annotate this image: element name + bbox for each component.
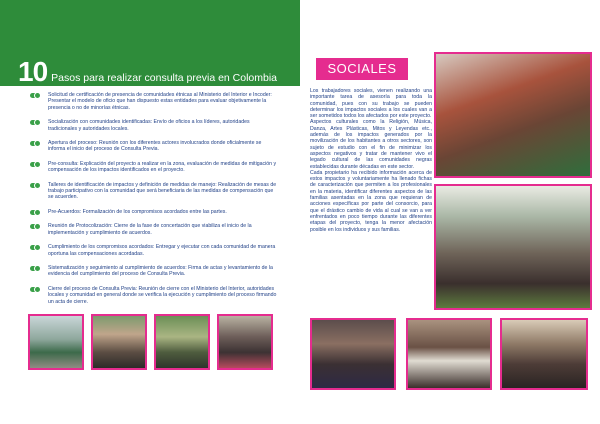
step-text: Cumplimiento de los compromisos acordados: Entregar y ejecutar con cada comunidad de manera oportuna las compensaciones acordadas. — [48, 244, 276, 257]
step-item — [30, 209, 280, 215]
section-heading: SOCIALES — [316, 58, 408, 80]
body-paragraph: Aspectos culturales como la Religión, Música, Danza, Artes Plásticas, Mitos y Leyendas etc., además de los impactos generados por la movilización de los habitantes a otros sectores, son sujeto de estudio con el fin de minimizar los aspectos negativos y tratar de mantener vivo el legado cultural de las comunidades negras establecidas durante décadas en este sector. — [310, 119, 432, 170]
photo-crowd-gathering — [500, 318, 588, 390]
step-bullet-icon — [30, 183, 40, 188]
step-bullet-icon — [30, 120, 40, 125]
step-text: Solicitud de certificación de presencia de comunidades étnicas al Ministerio del Interior e Incoder: Presentar el modelo de oficio que han dispuesto estas entidades para evaluar objetivamente la presencia o no de minorías étnicas. — [48, 92, 272, 111]
step-bullet-icon — [30, 266, 40, 271]
step-item — [30, 140, 280, 153]
step-text: Apertura del proceso: Reunión con los diferentes actores involucrados donde oficialmente se informa el inicio del proceso de Consulta Previa. — [48, 140, 262, 153]
step-bullet-icon — [30, 245, 40, 250]
step-item — [30, 286, 280, 305]
photo-residents-listening — [406, 318, 492, 390]
body-paragraph: Cada propietario ha recibido información acerca de estos impactos y voluntariamente ha llenado fichas de caracterización que permiten a los profesionales en la materia, identificar diferentes aspectos de las familias asentadas en la zona que requieran de acciones específicas por parte del consorcio, para que el drástico cambio de vida al cual se van a ver enfrentados en poco tiempo durante las diferentes etapas del proyecto, tenga la menor afectación posible en los individuos y sus familias. — [310, 169, 432, 233]
step-bullet-icon — [30, 287, 40, 292]
step-bullet-icon — [30, 162, 40, 167]
left-photo-strip — [28, 314, 273, 370]
step-bullet-icon — [30, 224, 40, 229]
step-bullet-icon — [30, 93, 40, 98]
step-bullet-icon — [30, 210, 40, 215]
photo-street-crowd — [28, 314, 84, 370]
photo-seated-audience — [310, 318, 396, 390]
step-text: Talleres de identificación de impactos y definición de medidas de manejo: Realización de mesas de trabajo participativo con la comunidad que será beneficiaria de las medidas de compensación que se acuerden. — [48, 181, 277, 201]
title-number: 10 — [18, 56, 48, 87]
step-item — [30, 161, 280, 174]
title-text: Pasos para realizar consulta previa en Colombia — [51, 72, 278, 84]
steps-list — [30, 92, 280, 313]
step-item — [30, 182, 280, 201]
body-paragraph: Los trabajadores sociales, vienen realizando una importante tarea de asesoría para toda la comunidad, pues con su trabajo se pueden determinar los impactos sociales a los cuales van a ser sometidos todos los afectados por este proyecto. — [310, 88, 432, 120]
photo-community-meeting — [434, 184, 592, 310]
step-item — [30, 119, 280, 132]
step-text: Cierre del proceso de Consulta Previa: Reunión de cierre con el Ministerio del Interior, autoridades locales y comunidad en general donde se verifica la ejecución y cumplimiento del proceso firmando un acta de cierre. — [48, 285, 277, 305]
step-text: Pre-consulta: Explicación del proyecto a realizar en la zona, evaluación de medidas de mitigación y compensación de los impactos identificados en el proyecto. — [48, 160, 277, 174]
step-text: Socialización con comunidades identificadas: Envío de oficios a los líderes, autoridades tradicionales y autoridades locales. — [48, 119, 250, 132]
right-page — [300, 0, 600, 424]
photo-outdoor-meeting — [154, 314, 210, 370]
step-item — [30, 265, 280, 278]
step-bullet-icon — [30, 141, 40, 146]
step-item — [30, 244, 280, 257]
page-title — [18, 56, 277, 88]
photo-women-group — [91, 314, 147, 370]
photo-man-speaking — [434, 52, 592, 178]
step-item — [30, 92, 280, 111]
photo-assembly — [217, 314, 273, 370]
step-text: Reunión de Protocolización: Cierre de la fase de concertación que viabiliza el inicio de la implementación y cumplimiento de acuerdos. — [48, 223, 252, 236]
section-body — [310, 88, 432, 233]
step-text: Sistematización y seguimiento al cumplimiento de acuerdos: Firma de actas y levantamiento de la evidencia del cumplimiento del proceso de Consulta Previa. — [48, 264, 273, 278]
step-item — [30, 223, 280, 236]
step-text: Pre-Acuerdos: Formalización de los compromisos acordados entre las partes. — [48, 208, 227, 215]
